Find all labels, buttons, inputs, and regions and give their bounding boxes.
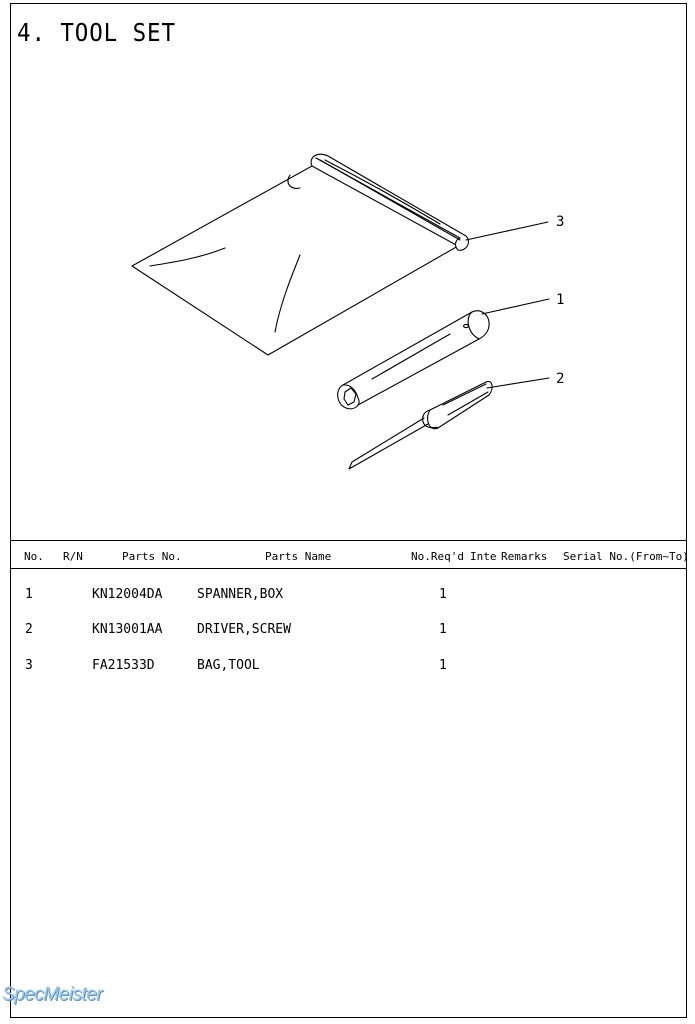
header-rn: R/N bbox=[63, 550, 83, 563]
callout-3: 3 bbox=[556, 214, 565, 230]
row-no: 2 bbox=[25, 622, 33, 637]
tool-bag-drawing bbox=[132, 154, 468, 355]
header-remarks: Remarks bbox=[501, 550, 548, 563]
table-header-rule bbox=[10, 568, 687, 569]
watermark-logo: SpecMeister bbox=[2, 984, 103, 1005]
row-parts-name: SPANNER,BOX bbox=[197, 587, 284, 602]
page-title: 4. TOOL SET bbox=[17, 18, 176, 47]
header-serial: Serial No.(From~To) bbox=[563, 550, 689, 563]
row-parts-no: FA21533D bbox=[92, 658, 155, 673]
header-qty: No.Req'd bbox=[411, 550, 464, 563]
header-no: No. bbox=[24, 550, 44, 563]
row-parts-name: BAG,TOOL bbox=[197, 658, 260, 673]
row-no: 1 bbox=[25, 587, 33, 602]
callout-1: 1 bbox=[556, 292, 565, 308]
header-inte: Inte bbox=[470, 550, 497, 563]
header-parts-name: Parts Name bbox=[265, 550, 332, 563]
callout-2: 2 bbox=[556, 371, 565, 387]
row-parts-no: KN13001AA bbox=[92, 622, 163, 637]
header-parts-no: Parts No. bbox=[122, 550, 182, 563]
row-parts-name: DRIVER,SCREW bbox=[197, 622, 291, 637]
row-parts-no: KN12004DA bbox=[92, 587, 163, 602]
row-no: 3 bbox=[25, 658, 33, 673]
table-top-rule bbox=[10, 540, 687, 541]
row-qty: 1 bbox=[439, 658, 447, 673]
row-qty: 1 bbox=[439, 622, 447, 637]
row-qty: 1 bbox=[439, 587, 447, 602]
